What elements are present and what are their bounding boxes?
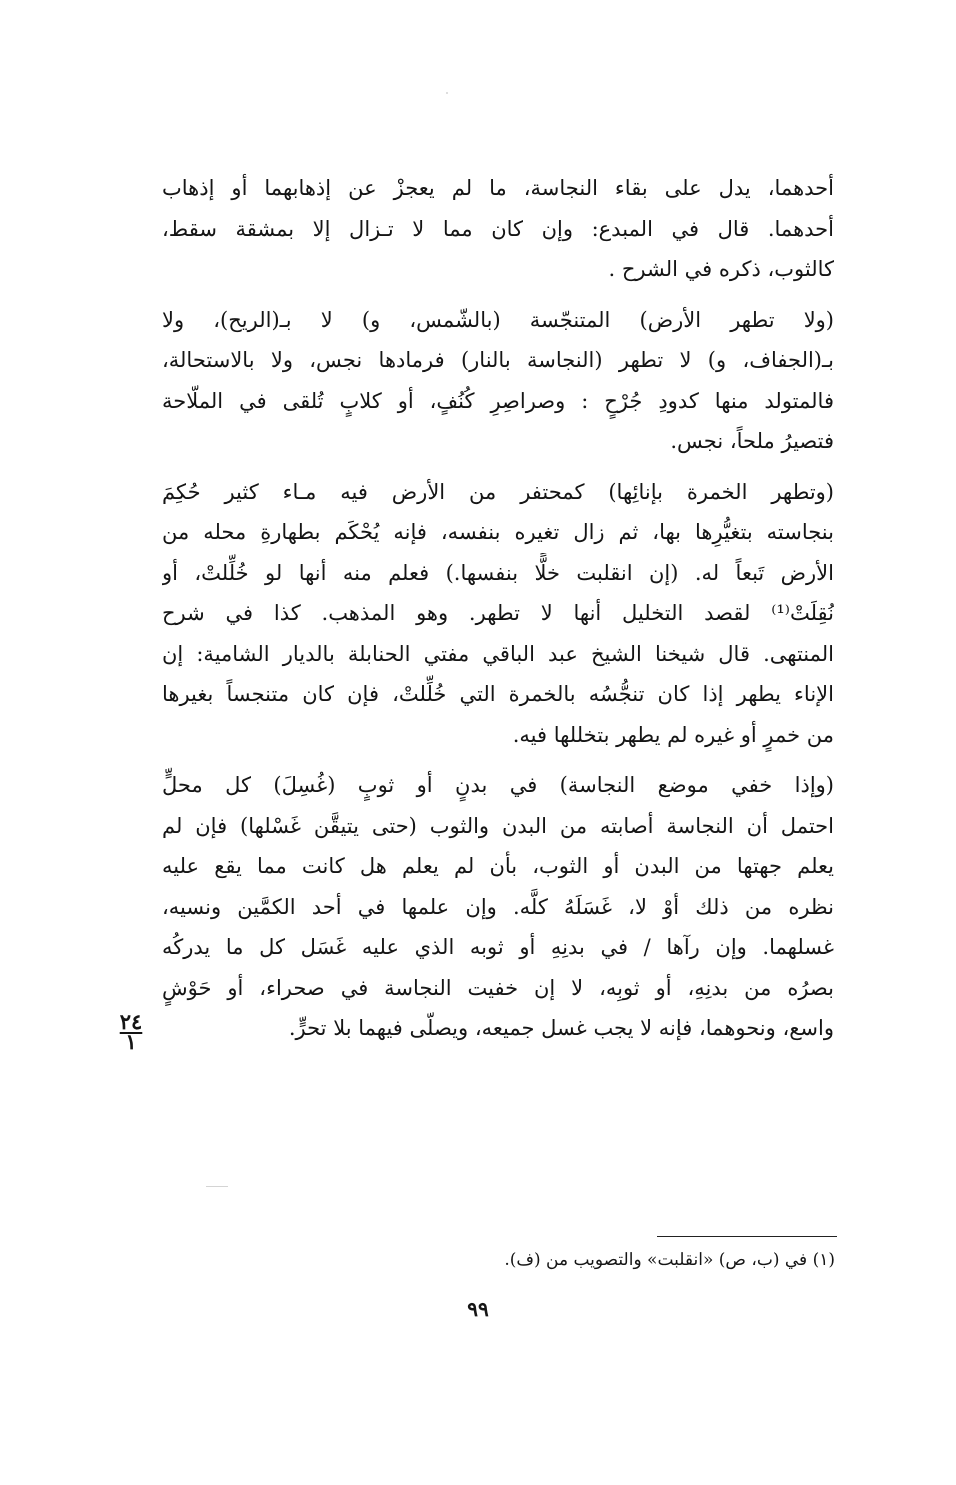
text-line: واسع، ونحوهما، فإنه لا يجب غسل جميعه، ويصلّى فيهما بلا تحرٍّ.: [288, 1016, 834, 1040]
footnote-separator: [657, 1236, 837, 1237]
text-line: (ولا تطهر الأرض) المتنجّسة (بالشّمس، و) لا بـ(الريح)، ولا: [162, 307, 834, 332]
text-line: (وتطهر الخمرة بإنائِها) كمحتفر من الأرض فيه مـاء كثير حُكِمَ: [162, 479, 834, 504]
text-line: يعلم جهتها من البدن أو الثوب، بأن لم يعلم هل كانت مما يقع عليه: [162, 854, 834, 878]
text-line: فتصيرُ ملحاً، نجس.: [670, 429, 834, 453]
text-line: الأرض تَبعاً له. (إن انقلبت خلًّا بنفسها.) فعلم منه أنها لو خُلِّلتْ، أو: [162, 560, 834, 585]
text-line: كالثوب، ذكره في الشرح .: [608, 257, 834, 281]
paragraph: [162, 300, 834, 462]
manuscript-folio-marker: [116, 1009, 146, 1054]
page-number: ٩٩: [467, 1297, 489, 1321]
folio-number: ٢٤: [119, 1009, 143, 1034]
text-line: نُقِلَتْ⁽¹⁾ لقصد التخليل أنها لا تطهر. وهو المذهب. كذا في شرح: [162, 601, 834, 625]
text-line: بـ(الجفاف، و) لا تطهر (النجاسة بالنار) فرمادها نجس، ولا بالاستحالة،: [162, 348, 834, 372]
folio-side: ١: [125, 1029, 137, 1054]
text-line: احتمل أن النجاسة أصابته من البدن والثوب (حتى يتيقَّن غَسْلها) فإن لم: [162, 813, 834, 838]
text-line: أحدهما. قال في المبدع: وإن كان مما لا تـزال إلا بمشقة سقط،: [162, 216, 834, 241]
text-line: (وإذا خفي موضع النجاسة) في بدنٍ أو ثوبٍ (غُسِلَ) كل محلٍّ: [162, 773, 834, 797]
paragraph: [162, 765, 834, 1049]
text-line: بنجاسته بتغيُّرِها بها، ثم زال تغيره بنفسه، فإنه يُحْكَم بطهارةِ محله من: [162, 520, 834, 544]
text-line: بصرُه من بدنِهِ، أو ثوبِه، لا إن خفيت النجاسة في صحراء، أو حَوْشٍ: [162, 975, 834, 1000]
text-line: غسلهما. وإن رآها / في بدنِهِ أو ثوبه الذي عليه غَسَل كل ما يدركُه: [162, 935, 834, 959]
body-text: [162, 168, 834, 1049]
paragraph: [162, 472, 834, 756]
scan-speck: [446, 92, 448, 94]
text-line: نظره من ذلك أوْ لا، غَسَلَهُ كلَّه. وإن علمها في أحد الكمَّين ونسيه،: [162, 894, 834, 919]
footnote: (١) في (ب، ص) «انقلبت» والتصويب من (ف).: [504, 1250, 835, 1270]
text-line: الإناء يطهر إذا كان تنجُّسُه بالخمرة التي خُلِّلتْ، فإن كان متنجساً بغيرها: [162, 682, 834, 706]
text-line: أحدهما، يدل على بقاء النجاسة، ما لم يعجزْ عن إذهابهما أو إذهاب: [162, 176, 834, 200]
text-line: فالمتولد منها كدودِ جُرْحٍ : وصراصِرِ كُنُفٍ، أو كلابٍ تُلقى في الملّاحة: [162, 388, 834, 413]
scan-speck: [206, 1186, 228, 1187]
text-line: المنتهى. قال شيخنا الشيخ عبد الباقي مفتي الحنابلة بالديار الشامية: إن: [162, 641, 834, 666]
text-line: من خمرٍ أو غيره لم يطهر بتخللها فيه.: [512, 722, 834, 747]
paragraph: [162, 168, 834, 290]
